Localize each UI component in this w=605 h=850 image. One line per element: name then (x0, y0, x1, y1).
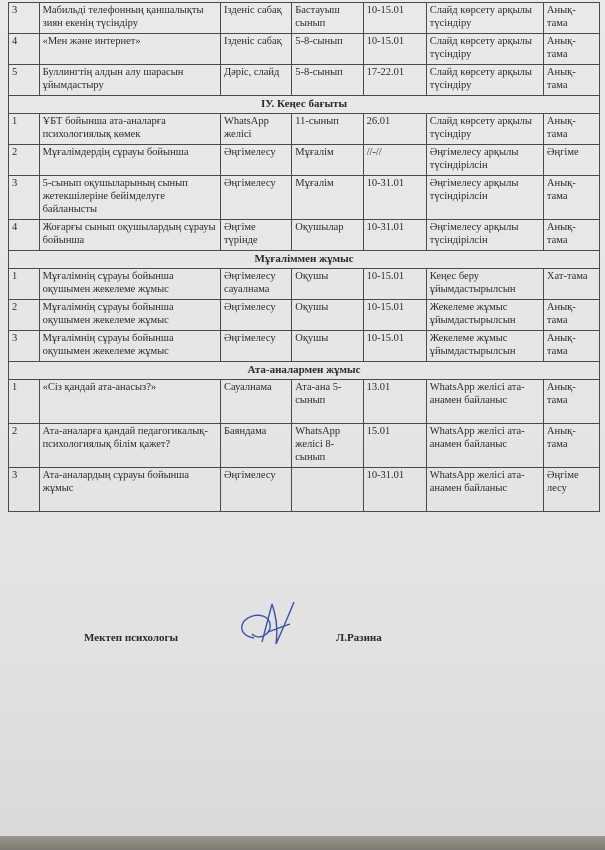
event-form-cell: Әңгімелесу (220, 145, 291, 176)
row-number-cell: 3 (9, 3, 40, 34)
date-cell: 10-15.01 (363, 331, 426, 362)
event-name-cell: «Сіз қандай ата-анасыз?» (39, 380, 220, 424)
row-number-cell: 5 (9, 65, 40, 96)
method-cell: Әңгімелесу арқылы түсіндірілсін (426, 145, 543, 176)
row-number-cell: 4 (9, 220, 40, 251)
event-form-cell: Ізденіс сабақ (220, 3, 291, 34)
result-cell: Анық-тама (543, 176, 599, 220)
event-name-cell: Ата-аналарға қандай педагогикалық-психологиялық білім қажет? (39, 424, 220, 468)
date-cell: 10-15.01 (363, 34, 426, 65)
date-cell: 10-15.01 (363, 300, 426, 331)
row-number-cell: 3 (9, 468, 40, 512)
signer-name: Л.Разина (336, 632, 382, 644)
audience-cell: 11-сынып (292, 114, 363, 145)
date-cell: 13.01 (363, 380, 426, 424)
method-cell: Слайд көрсету арқылы түсіндіру (426, 3, 543, 34)
table-row (9, 269, 600, 300)
table-row (9, 176, 600, 220)
result-cell: Анық-тама (543, 220, 599, 251)
row-number-cell: 1 (9, 269, 40, 300)
signature-stroke (268, 624, 290, 632)
date-cell: //-// (363, 145, 426, 176)
event-name-cell: Мұғалімдердің сұрауы бойынша (39, 145, 220, 176)
event-form-cell: Сауалнама (220, 380, 291, 424)
audience-cell: Оқушы (292, 300, 363, 331)
page-bottom-edge (0, 836, 605, 850)
method-cell: Әңгімелесу арқылы түсіндірілсін (426, 220, 543, 251)
method-cell: Әңгімелесу арқылы түсіндірілсін (426, 176, 543, 220)
date-cell: 10-31.01 (363, 220, 426, 251)
audience-cell: Мұғалім (292, 176, 363, 220)
audience-cell: Оқушы (292, 331, 363, 362)
event-form-cell: Әңгімелесу (220, 331, 291, 362)
date-cell: 26.01 (363, 114, 426, 145)
table-row (9, 300, 600, 331)
event-form-cell: Әңгімелесу сауалнама (220, 269, 291, 300)
table-row (9, 65, 600, 96)
result-cell: Әңгіме (543, 145, 599, 176)
event-form-cell: Әңгімелесу (220, 300, 291, 331)
audience-cell: Мұғалім (292, 145, 363, 176)
row-number-cell: 1 (9, 114, 40, 145)
event-name-cell: 5-сынып оқушыларының сынып жетекшілеріне бейімделуге байланысты (39, 176, 220, 220)
event-name-cell: Жоғарғы сынып оқушылардың сұрауы бойынша (39, 220, 220, 251)
method-cell: Жекелеме жұмыс ұйымдастырылсын (426, 331, 543, 362)
row-number-cell: 2 (9, 424, 40, 468)
audience-cell: Ата-ана 5-сынып (292, 380, 363, 424)
method-cell: Кеңес беру ұйымдастырылсын (426, 269, 543, 300)
table-row (9, 424, 600, 468)
event-name-cell: «Мен және интернет» (39, 34, 220, 65)
section-heading-row (9, 362, 600, 380)
event-name-cell: Мұғалімнің сұрауы бойынша оқушымен жекелеме жұмыс (39, 269, 220, 300)
table-row (9, 34, 600, 65)
result-cell: Анық-тама (543, 114, 599, 145)
result-cell: Анық-тама (543, 424, 599, 468)
date-cell: 10-31.01 (363, 468, 426, 512)
row-number-cell: 1 (9, 380, 40, 424)
date-cell: 10-31.01 (363, 176, 426, 220)
result-cell: Анық-тама (543, 34, 599, 65)
table-row (9, 114, 600, 145)
table-row (9, 380, 600, 424)
section-heading: Мұғаліммен жұмыс (9, 251, 600, 269)
section-heading: IУ. Кеңес бағыты (9, 96, 600, 114)
result-cell: Анық-тама (543, 65, 599, 96)
table-row (9, 331, 600, 362)
event-form-cell: Баяндама (220, 424, 291, 468)
event-form-cell: WhatsApp желісі (220, 114, 291, 145)
event-form-cell: Әңгімелесу (220, 176, 291, 220)
section-heading-row (9, 96, 600, 114)
method-cell: Слайд көрсету арқылы түсіндіру (426, 65, 543, 96)
method-cell: Слайд көрсету арқылы түсіндіру (426, 114, 543, 145)
event-form-cell: Дәріс, слайд (220, 65, 291, 96)
date-cell: 10-15.01 (363, 3, 426, 34)
method-cell: Слайд көрсету арқылы түсіндіру (426, 34, 543, 65)
audience-cell: 5-8-сынып (292, 65, 363, 96)
result-cell: Анық-тама (543, 300, 599, 331)
date-cell: 15.01 (363, 424, 426, 468)
audience-cell: Бастауыш сынып (292, 3, 363, 34)
result-cell: Анық-тама (543, 3, 599, 34)
result-cell: Анық-тама (543, 331, 599, 362)
section-heading-row (9, 251, 600, 269)
audience-cell (292, 468, 363, 512)
audience-cell: Оқушы (292, 269, 363, 300)
event-name-cell: Мабильді телефонның қаншалықты зиян екенің түсіндіру (39, 3, 220, 34)
row-number-cell: 3 (9, 176, 40, 220)
table-row (9, 468, 600, 512)
plan-table (8, 2, 600, 512)
date-cell: 17-22.01 (363, 65, 426, 96)
section-heading: Ата-аналармен жұмыс (9, 362, 600, 380)
table-row (9, 220, 600, 251)
signature-block (84, 632, 424, 652)
row-number-cell: 2 (9, 300, 40, 331)
method-cell: Жекелеме жұмыс ұйымдастырылсын (426, 300, 543, 331)
row-number-cell: 4 (9, 34, 40, 65)
method-cell: WhatsApp желісі ата-анамен байланыс (426, 424, 543, 468)
event-name-cell: Ата-аналардың сұрауы бойынша жұмыс (39, 468, 220, 512)
event-form-cell: Әңгіме түрінде (220, 220, 291, 251)
event-name-cell: Буллингтің алдын алу шарасын ұйымдастыру (39, 65, 220, 96)
result-cell: Хат-тама (543, 269, 599, 300)
audience-cell: WhatsApp желісі 8-сынып (292, 424, 363, 468)
result-cell: Анық-тама (543, 380, 599, 424)
signer-role: Мектеп психологы (84, 632, 179, 644)
row-number-cell: 3 (9, 331, 40, 362)
event-form-cell: Ізденіс сабақ (220, 34, 291, 65)
table-row (9, 145, 600, 176)
event-name-cell: Мұғалімнің сұрауы бойынша оқушымен жекелеме жұмыс (39, 300, 220, 331)
result-cell: Әңгіме лесу (543, 468, 599, 512)
method-cell: WhatsApp желісі ата-анамен байланыс (426, 380, 543, 424)
method-cell: WhatsApp желісі ата-анамен байланыс (426, 468, 543, 512)
audience-cell: Оқушылар (292, 220, 363, 251)
event-name-cell: ҰБТ бойынша ата-аналарға психологиялық көмек (39, 114, 220, 145)
event-name-cell: Мұғалімнің сұрауы бойынша оқушымен жекелеме жұмыс (39, 331, 220, 362)
event-form-cell: Әңгімелесу (220, 468, 291, 512)
date-cell: 10-15.01 (363, 269, 426, 300)
row-number-cell: 2 (9, 145, 40, 176)
table-row (9, 3, 600, 34)
audience-cell: 5-8-сынып (292, 34, 363, 65)
